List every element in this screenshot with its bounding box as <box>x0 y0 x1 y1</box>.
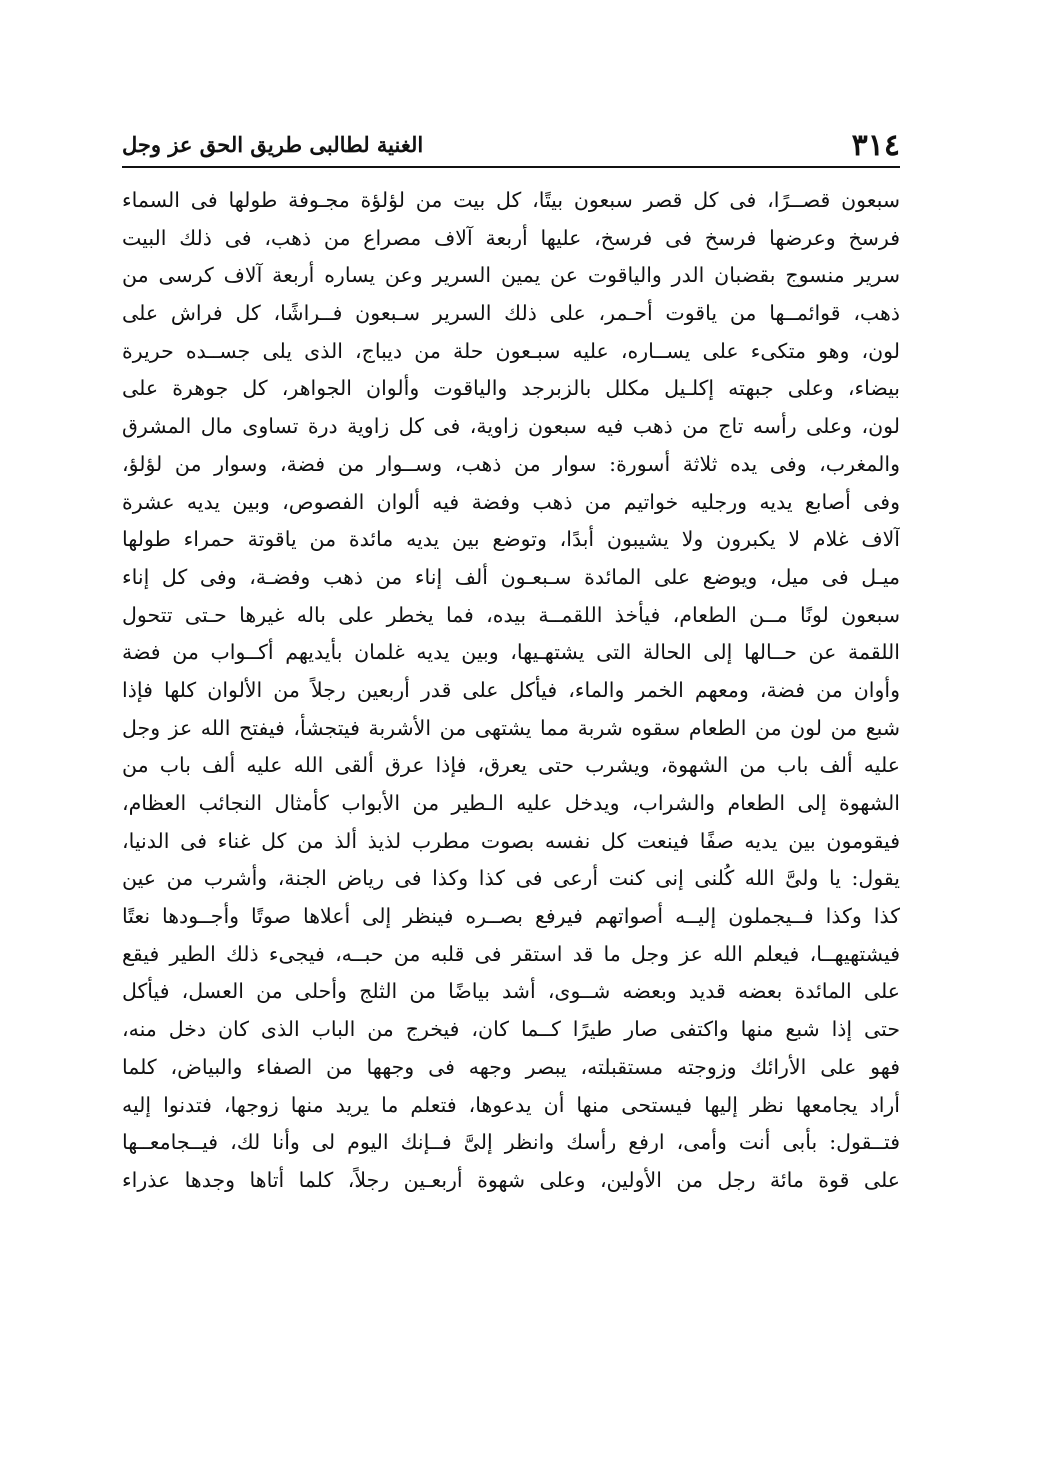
header-divider <box>122 166 900 168</box>
text-line: فيقومون بين يديه صفًا فينعت كل نفسه بصوت مطرب لذيذ ألذ من كل غناء فى الدنيا، <box>122 828 900 853</box>
text-line: ذهب، قوائمــها من ياقوت أحـمر، على ذلك السرير سـبعون فــراشًا، كل فراش على <box>122 301 900 326</box>
text-line: فهو على الأرائك وزوجته مستقبلته، يبصر وجهه فى وجهها من الصفاء والبياض، كلما <box>122 1054 900 1079</box>
text-line: لون، وعلى رأسه تاج من ذهب فيه سبعون زاوية، فى كل زاوية درة تساوى مال المشرق <box>122 414 900 439</box>
text-line: ميـل فى ميل، ويوضع على المائدة سـبعـون ألف إناء من ذهب وفضـة، وفى كل إناء <box>122 564 900 589</box>
text-line: آلاف غلام لا يكبرون ولا يشيبون أبدًا، وتوضع بين يديه مائدة من ياقوتة حمراء طولها <box>122 527 900 552</box>
book-title: الغنية لطالبى طريق الحق عز وجل <box>122 132 424 157</box>
text-line: فرسخ وعرضها فرسخ فى فرسخ، عليها أربعة آلاف مصراع من ذهب، فى ذلك البيت <box>122 225 900 250</box>
text-line: اللقمة عن حــالها إلى الحالة التى يشتهـيها، وبين يديه غلمان بأيديهم أكــواب من فضة <box>122 640 900 665</box>
text-line: شبع من لون من الطعام سقوه شربة مما يشتهى من الأشربة فيتجشأ، فيفتح الله عز وجل <box>122 715 900 740</box>
text-line: سرير منسوج بقضبان الدر والياقوت عن يمين السرير وعن يساره أربعة آلاف كرسى من <box>122 263 900 288</box>
running-header <box>122 120 900 170</box>
text-line: لون، وهو متكىء على يســاره، عليه سبـعون حلة من ديباج، الذى يلى جســده حريرة <box>122 338 900 363</box>
body-text <box>122 182 900 1200</box>
text-line: بيضاء، وعلى جبهته إكلـيل مكلل بالزبرجد والياقوت وألوان الجواهر، كل جوهرة على <box>122 376 900 401</box>
text-line: على المائدة بعضه قديد وبعضه شــوى، أشد بياضًا من الثلج وأحلى من العسل، فيأكل <box>122 979 900 1004</box>
text-line: والمغرب، وفى يده ثلاثة أسورة: سوار من ذهب، وســوار من فضة، وسوار من لؤلؤ، <box>122 451 900 476</box>
text-line: فتــقول: بأبى أنت وأمى، ارفع رأسك وانظر إلىَّ فــإنك اليوم لى وأنا لك، فيــجامعــها <box>122 1130 900 1155</box>
text-line: على قوة مائة رجل من الأولين، وعلى شهوة أربعـين رجلاً، كلما أتاها وجدها عذراء <box>122 1167 900 1192</box>
text-line: وأوان من فضة، ومعهم الخمر والماء، فيأكل على قدر أربعين رجلاً من الألوان كلها فإذا <box>122 677 900 702</box>
text-line: فيشتهيهــا، فيعلم الله عز وجل ما قد استقر فى قلبه من حبــه، فيجىء ذلك الطير فيقع <box>122 941 900 966</box>
text-line: الشهوة إلى الطعام والشراب، ويدخل عليه الـطير من الأبواب كأمثال النجائب العظام، <box>122 791 900 815</box>
text-line: وفى أصابع يديه ورجليه خواتيم من ذهب وفضة فيه ألوان الفصوص، وبين يديه عشرة <box>122 489 900 514</box>
text-line: يقول: يا ولىَّ الله كُلنى إنى كنت أرعى فى كذا وكذا فى رياض الجنة، وأشرب من عين <box>122 866 900 891</box>
page-number: ٣١٤ <box>851 128 900 163</box>
text-line: سبعون لونًا مــن الطعام، فيأخذ اللقمــة بيده، فما يخطر على باله غيرها حـتى تتحول <box>122 602 900 627</box>
text-line: حتى إذا شبع منها واكتفى صار طيرًا كــما كان، فيخرج من الباب الذى كان دخل منه، <box>122 1017 900 1042</box>
text-line: أراد يجامعها نظر إليها فيستحى منها أن يدعوها، فتعلم ما يريد منها زوجها، فتدنوا إليه <box>122 1092 900 1117</box>
text-line: كذا وكذا فــيجملون إليــه أصواتهم فيرفع بصــره فينظر إلى أعلاها صوتًا وأجــودها نعتًا <box>122 904 900 929</box>
text-line: عليه ألف باب من الشهوة، ويشرب حتى يعرق، فإذا عرق ألقى الله عليه ألف باب من <box>122 753 900 778</box>
text-line: سبعون قصــرًا، فى كل قصر سبعون بيتًا، كل بيت من لؤلؤة مجـوفة طولها فى السماء <box>122 188 900 212</box>
